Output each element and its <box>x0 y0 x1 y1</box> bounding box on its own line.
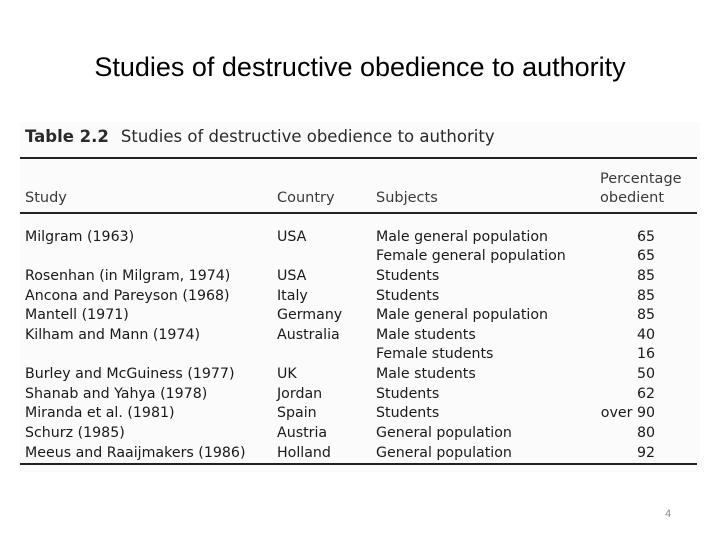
header-study: Study <box>25 190 67 206</box>
bottom-rule <box>20 463 697 465</box>
cell-percent: over 90 <box>600 405 655 421</box>
cell-study: Rosenhan (in Milgram, 1974) <box>25 268 231 284</box>
cell-percent: 85 <box>636 307 655 323</box>
cell-percent: 65 <box>636 229 655 245</box>
page-number: 4 <box>665 508 672 520</box>
cell-country: USA <box>277 268 307 284</box>
cell-percent: 40 <box>636 327 655 343</box>
cell-percent: 92 <box>636 445 655 461</box>
cell-study: Schurz (1985) <box>25 425 125 441</box>
cell-study: Ancona and Pareyson (1968) <box>25 288 230 304</box>
cell-percent: 85 <box>636 268 655 284</box>
cell-percent: 65 <box>636 248 655 264</box>
header-subjects: Subjects <box>376 190 438 206</box>
header-rule <box>20 212 697 214</box>
cell-study: Burley and McGuiness (1977) <box>25 366 235 382</box>
cell-country: Australia <box>277 327 340 343</box>
cell-subjects: Male students <box>376 366 476 382</box>
cell-subjects: Students <box>376 386 440 402</box>
cell-study: Kilham and Mann (1974) <box>25 327 201 343</box>
cell-subjects: Male students <box>376 327 476 343</box>
cell-percent: 16 <box>636 346 655 362</box>
table-caption-text: Studies of destructive obedience to authority <box>120 127 495 146</box>
cell-subjects: Students <box>376 405 440 421</box>
scanned-table <box>20 122 700 472</box>
cell-country: Germany <box>277 307 343 323</box>
cell-subjects: General population <box>376 425 512 441</box>
cell-percent: 50 <box>636 366 655 382</box>
cell-study: Miranda et al. (1981) <box>25 405 175 421</box>
header-obedient: obedient <box>600 190 665 206</box>
cell-percent: 85 <box>636 288 655 304</box>
cell-study: Milgram (1963) <box>25 229 135 245</box>
cell-study: Shanab and Yahya (1978) <box>25 386 208 402</box>
top-rule <box>20 157 697 159</box>
cell-study: Mantell (1971) <box>25 307 129 323</box>
table-number: Table 2.2 <box>25 127 109 146</box>
cell-country: USA <box>277 229 307 245</box>
cell-country: Italy <box>277 288 308 304</box>
cell-subjects: Students <box>376 288 440 304</box>
cell-percent: 80 <box>636 425 655 441</box>
cell-country: UK <box>277 366 297 382</box>
cell-country: Holland <box>277 445 331 461</box>
cell-country: Spain <box>277 405 317 421</box>
table-caption <box>25 127 495 146</box>
cell-subjects: General population <box>376 445 512 461</box>
cell-subjects: Female students <box>376 346 494 362</box>
cell-subjects: Students <box>376 268 440 284</box>
cell-country: Austria <box>277 425 328 441</box>
cell-subjects: Male general population <box>376 307 549 323</box>
slide-title: Studies of destructive obedience to authority <box>94 52 626 82</box>
header-country: Country <box>277 190 335 206</box>
cell-percent: 62 <box>636 386 655 402</box>
cell-subjects: Male general population <box>376 229 549 245</box>
cell-subjects: Female general population <box>376 248 566 264</box>
header-percentage: Percentage <box>600 171 682 187</box>
cell-study: Meeus and Raaijmakers (1986) <box>25 445 246 461</box>
cell-country: Jordan <box>277 386 323 402</box>
